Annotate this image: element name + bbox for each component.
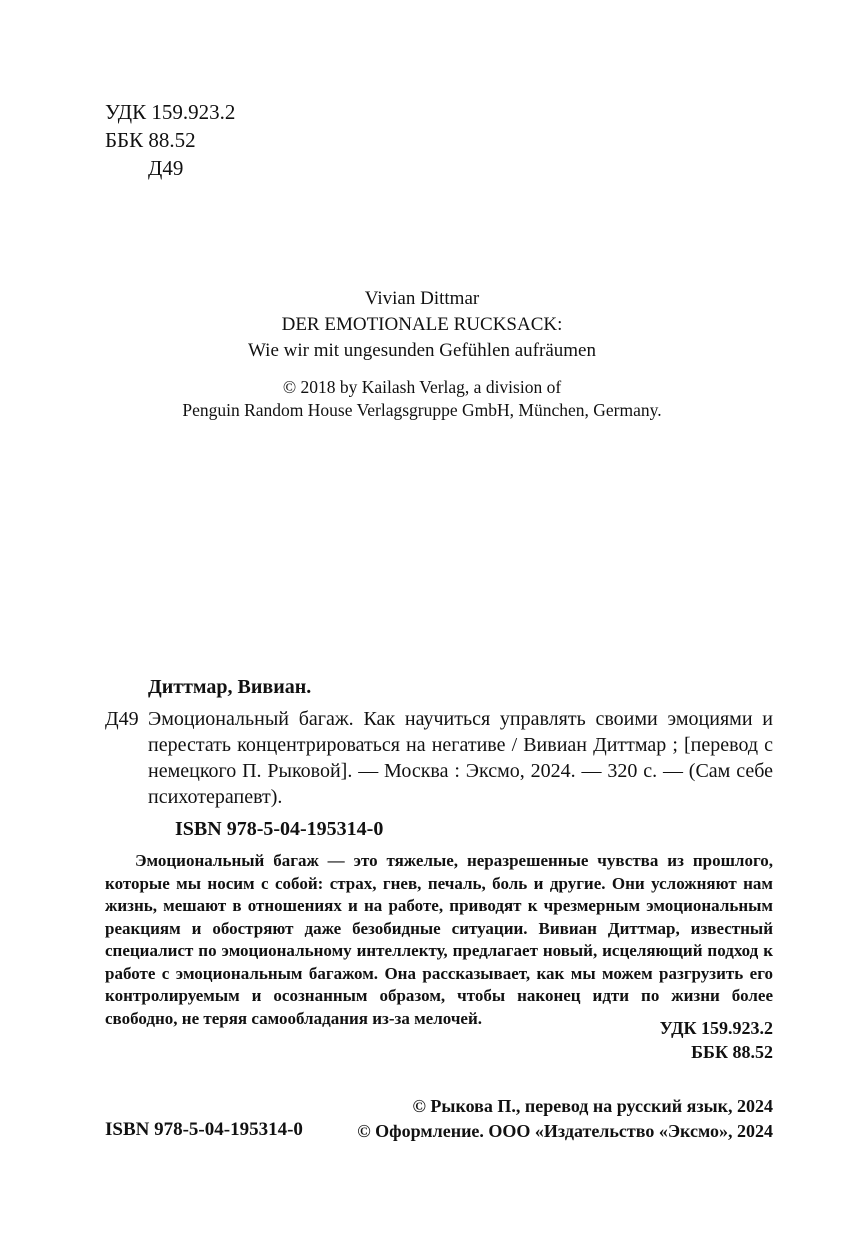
copyright-translation: © Рыкова П., перевод на русский язык, 2024	[412, 1096, 773, 1116]
copyright-design: © Оформление. ООО «Издательство «Эксмо», 2024	[357, 1121, 773, 1141]
bbk-code-bottom: ББК 88.52	[691, 1042, 773, 1062]
udc-code-bottom: УДК 159.923.2	[659, 1018, 773, 1038]
original-copyright-block	[0, 376, 844, 422]
catalog-entry	[105, 706, 773, 810]
footer-isbn: ISBN 978-5-04-195314-0	[105, 1119, 303, 1140]
footer-block	[105, 1094, 773, 1144]
original-copyright-line2: Penguin Random House Verlagsgruppe GmbH, München, Germany.	[182, 400, 662, 420]
udc-code-top: УДК 159.923.2	[105, 100, 236, 124]
annotation-text: Эмоциональный багаж — это тяжелые, неразрешенные чувства из прошлого, которые мы носим с собой: страх, гнев, печаль, боль и другие. Они усложняют нам жизнь, мешают в отношениях и на работе, приводят к чрезмерным эмоциональным реакциям и обостряют даже безобидные ситуации. Вивиан Диттмар, известный специалист по эмоциональному интеллекту, предлагает новый, исцеляющий подход к работе с эмоциональным багажом. Она рассказывает, как мы можем разгрузить его контролируемым и осознанным образом, чтобы наконец идти по жизни более свободно, не теряя самообладания из-за мелочей.	[105, 851, 773, 1028]
original-subtitle: Wie wir mit ungesunden Gefühlen aufräumen	[248, 340, 596, 361]
author-sign-entry: Д49	[105, 708, 139, 730]
original-author: Vivian Dittmar	[364, 288, 480, 309]
classification-codes-top	[105, 98, 235, 182]
author-sign-top: Д49	[148, 156, 184, 180]
original-title: DER EMOTIONALE RUCKSACK:	[281, 314, 563, 335]
catalog-isbn: ISBN 978-5-04-195314-0	[175, 818, 384, 840]
classification-codes-bottom	[105, 1016, 773, 1064]
original-copyright-line1: © 2018 by Kailash Verlag, a division of	[282, 377, 562, 397]
catalog-author-heading: Диттмар, Вивиан.	[148, 676, 312, 698]
catalog-description: Эмоциональный багаж. Как научиться управлять своими эмоциями и перестать концентрироваться на негативе / Вивиан Диттмар ; [перевод с немецкого П. Рыковой]. — Москва : Эксмо, 2024. — 320 с. — (Сам себе психотерапевт).	[148, 708, 773, 808]
bbk-code-top: ББК 88.52	[105, 128, 196, 152]
original-edition-block	[0, 286, 844, 364]
